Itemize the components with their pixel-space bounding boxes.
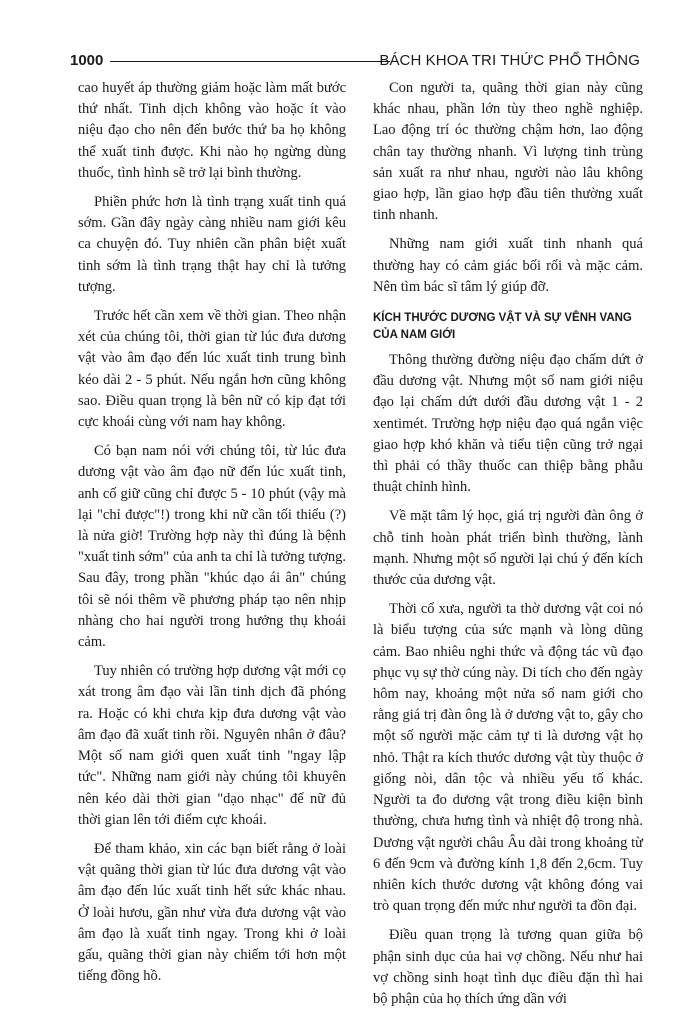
right-column (373, 78, 643, 1018)
paragraph: Thời cổ xưa, người ta thờ dương vật coi nó là biểu tượng của sức mạnh và lòng dũng cảm. Bao nhiêu nghi thức và động tác vũ đạo phục vụ sự thờ cúng này. Di tích cho đến ngày hôm nay, khoảng một nửa số nam giới cho rằng giá trị đàn ông là ở dương vật to, gây cho một số người mặc cảm tự ti là dương vật họ nhỏ. Thật ra kích thước dương vật tùy thuộc ở giống nòi, dân tộc và nhiều yếu tố khác. Người ta đo dương vật trong điều kiện bình thường, chưa hưng tình và nhiệt độ trong nhà. Dương vật người châu Âu dài trong khoảng từ 6 đến 9cm và đường kính 1,8 đến 2,6cm. Tuy nhiên kích thước dương vật không đóng vai trò quan trọng đến mức như người ta đồn đại. (373, 601, 643, 915)
paragraph: Con người ta, quãng thời gian này cũng khác nhau, phần lớn tùy theo nghề nghiệp. Lao động trí óc thường chậm hơn, lao động chân tay thường nhanh. Vì lượng tinh trùng sản xuất ra như nhau, người nào lâu không giao hợp, lần giao hợp đầu tiên thường xuất tinh nhanh. (373, 80, 643, 224)
paragraph: Để tham khảo, xin các bạn biết rằng ở loài vật quãng thời gian từ lúc đưa dương vật vào âm đạo đến lúc xuất tinh hết sức khác nhau. Ở loài hươu, gần như vừa đưa dương vật vào âm đạo là xuất tinh ngay. Trong khi ở loài gấu, quãng thời gian này chiếm tới hơn một tiếng đồng hồ. (78, 840, 346, 985)
paragraph: Những nam giới xuất tinh nhanh quá thường hay có cảm giác bối rối và mặc cảm. Nên tìm bác sĩ tâm lý giúp đỡ. (373, 236, 643, 295)
page-number: 1000 (70, 52, 104, 69)
left-column (78, 78, 346, 995)
paragraph: Trước hết cần xem về thời gian. Theo nhận xét của chúng tôi, thời gian từ lúc đưa dương vật vào âm đạo đến lúc xuất tinh trung bình kéo dài 2 - 5 phút. Nếu ngắn hơn cũng không sao. Điều quan trọng là bên nữ có kịp đạt tới cực khoái cùng với nam hay không. (78, 308, 346, 431)
page-header (70, 50, 640, 72)
paragraph: Thông thường đường niệu đạo chấm dứt ở đầu dương vật. Nhưng một số nam giới niệu đạo lại chấm dứt dưới đầu dương vật 1 - 2 xentimét. Trường hợp niệu đạo quá ngắn việc giao hợp khó khăn và tiểu tiện cũng trở ngại thì phải có thầy thuốc can thiệp bằng phẫu thuật chỉnh hình. (373, 352, 643, 496)
running-title: BÁCH KHOA TRI THỨC PHỔ THÔNG (379, 52, 640, 69)
paragraph: Điều quan trọng là tương quan giữa bộ phận sinh dục của hai vợ chồng. Nếu như hai vợ chồng sinh hoạt tình dục điều đặn thì hai bộ phận của họ thích ứng dần với (373, 927, 643, 1007)
paragraph: Tuy nhiên có trường hợp dương vật mới cọ xát trong âm đạo vài lần tinh dịch đã phóng ra. Hoặc có khi chưa kịp đưa dương vật vào âm đạo đã xuất tinh rồi. Nguyên nhân ở đâu? Một số nam giới quen xuất tinh "ngay lập tức". Những nam giới này chúng tôi khuyên nên kéo dài thời gian "dạo nhạc" để nữ đủ thời gian lên tới điểm cực khoái. (78, 663, 346, 828)
paragraph: Về mặt tâm lý học, giá trị người đàn ông ở chỗ tinh hoàn phát triển bình thường, lành mạnh. Nhưng một số người lại chú ý đến kích thước của dương vật. (373, 508, 643, 589)
paragraph: Có bạn nam nói với chúng tôi, từ lúc đưa dương vật vào âm đạo nữ đến lúc xuất tinh, anh cố giữ cũng chỉ được 5 - 10 phút (vậy mà lại "chỉ được"!) trong khi nữ cần tối thiểu (?) là nửa giờ! Trường hợp này thì đúng là bệnh "xuất tinh sớm" của anh ta chỉ là tưởng tượng. Sau đây, trong phần "khúc dạo ái ân" chúng tôi sẽ nói thêm về phương pháp tạo nên nhịp nhàng cho hai người trong hưởng thụ khoái cảm. (78, 443, 347, 651)
header-rule (110, 61, 390, 62)
paragraph: cao huyết áp thường giảm hoặc làm mất bước thứ nhất. Tinh dịch không vào hoặc ít vào niệu đạo cho nên đến bước thứ ba họ không thể xuất tinh được. Khi nào họ ngừng dùng thuốc, tình hình sẽ trở lại bình thường. (78, 80, 346, 181)
section-heading: KÍCH THƯỚC DƯƠNG VẬT VÀ SỰ VÊNH VANG CỦA NAM GIỚI (373, 312, 632, 342)
paragraph: Phiền phức hơn là tình trạng xuất tinh quá sớm. Gần đây ngày càng nhiều nam giới kêu ca chuyện đó. Tuy nhiên cần phân biệt xuất tinh sớm là tình trạng thật hay chỉ là tưởng tượng. (78, 194, 346, 295)
